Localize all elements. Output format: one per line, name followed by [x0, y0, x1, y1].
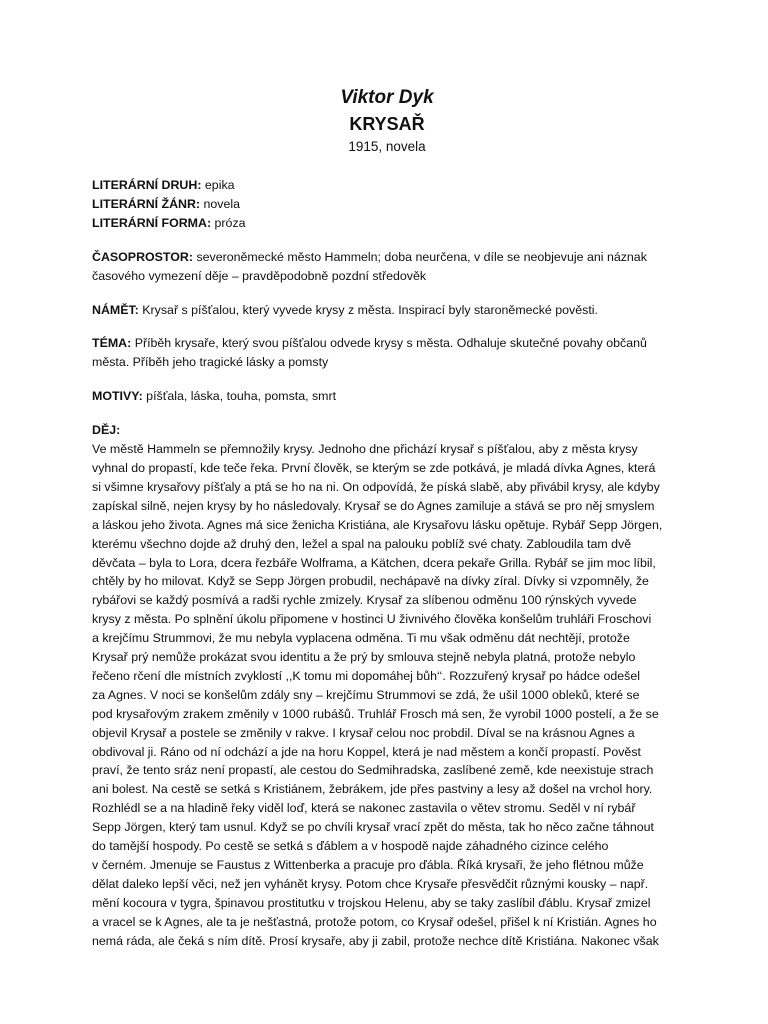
dej-line: Rozhlédl se a na hladině řeky viděl loď, která se nakonec zastavila o větev stromu. Seděl v ní rybář [92, 801, 636, 816]
dej-line: Ve městě Hammeln se přemnožily krysy. Jednoho dne přichází krysař s píšťalou, aby z města krysy [92, 442, 638, 457]
dej-line: si všimne krysařovy píšťaly a ptá se ho na ni. On odpovídá, že píská slabě, aby přivábil krysy, ale kdyby [92, 479, 660, 494]
dej-line: v černém. Jmenuje se Faustus z Wittenberka a pracuje pro ďábla. Říká krysaři, že jeho flétnou může [92, 858, 644, 872]
casoprostor-text-1: severoněmecké město Hammeln; doba neurčena, v díle se neobjevuje ani náznak [196, 249, 647, 264]
dej-line: Sepp Jörgen, který tam usnul. Když se po chvíli krysař vrací zpět do města, tak ho něco začne táhnout [92, 820, 654, 835]
dej-line: ani bolest. Na cestě se setká s Kristiánem, žebrákem, jde přes pastviny a lesy až došel na vrchol hory. [92, 782, 653, 797]
dej-line: krysy z města. Po splnění úkolu připomene v hostinci U živnivého člověka konšelům truhláři Froschovi [92, 612, 652, 627]
casoprostor-section [92, 248, 682, 286]
dej-line: praví, že tento sráz není propastí, ale cestou do Sedmihradska, zaslíbené země, kde neexistuje strach [92, 763, 654, 778]
tema-text-1: Příběh krysaře, který svou píšťalou odvede krysy s města. Odhaluje skutečné povahy občanů [134, 336, 647, 351]
dej-line: Krysař prý nemůže prokázat svou identitu a že prý by smlouva stejně nebyla platná, protože nebylo [92, 650, 636, 665]
namet-text: Krysař s píšťalou, který vyvede krysy z města. Inspirací byly staroněmecké pověsti. [142, 302, 598, 317]
book-subtitle: 1915, novela [348, 139, 426, 154]
zanr-line [92, 195, 682, 214]
namet-section [92, 301, 682, 320]
tema-line-1 [92, 334, 682, 353]
dej-line: dělat daleko lepší věci, než jen vyhánět krysy. Potom chce Krysaře přesvědčit různými kousky – např. [92, 876, 649, 891]
dej-line: mění kocoura v tygra, špinavou prostitutku v trojskou Helenu, aby se taky zaslíbil ďáblu. Krysař zmizel [92, 895, 651, 910]
tema-label: TÉMA: [92, 336, 132, 351]
tema-line-2: města. Příběh jeho tragické lásky a pomsty [92, 355, 329, 370]
casoprostor-label: ČASOPROSTOR: [92, 249, 193, 264]
casoprostor-line-2: časového vymezení děje – pravděpodobně pozdní středověk [92, 268, 427, 283]
literary-info [92, 176, 682, 233]
dej-line: řečeno rčení dle místních zvyklostí ,,K tomu mi dopomáhej bůh‘‘. Rozzuřený krysař po hádce odešel [92, 668, 640, 683]
book-title: KRYSAŘ [349, 114, 425, 134]
namet-line [92, 301, 682, 320]
dej-line: objevil Krysař a postele se změnily v rakve. I krysař celou noc probdil. Díval se na krásnou Agnes a [92, 725, 635, 740]
dej-line: obdivoval ji. Ráno od ní odchází a jde na horu Koppel, která je nad městem a končí propastí. Pověst [92, 744, 641, 759]
dej-line: vyhnal do propastí, kde teče řeka. První člověk, se kterým se zde potkává, je mladá dívka Agnes, která [92, 460, 656, 475]
document-header [92, 86, 682, 156]
dej-line: a vracel se k Agnes, ale ta je nešťastná, protože potom, co Krysař odešel, přišel k ní Kristián. Agnes ho [92, 914, 657, 929]
dej-line: a krejčímu Strummovi, že mu nebyla vyplacena odměna. Ti mu však odměnu dát nechtějí, protože [92, 631, 630, 646]
forma-value: próza [214, 215, 246, 230]
namet-label: NÁMĚT: [92, 302, 139, 317]
dej-line: děvčata – byla to Lora, dcera řezbáře Wolframa, a Kätchen, dcera pekaře Grilla. Rybář se jim moc líbil, [92, 555, 656, 570]
forma-label: LITERÁRNÍ FORMA: [92, 215, 212, 230]
dej-line: chtěly by ho milovat. Když se Sepp Jörgen probudil, nechápavě na dívky zíral. Dívky si vzpomněly, že [92, 574, 649, 589]
casoprostor-line-1 [92, 248, 682, 267]
dej-line: zapískal silně, nejen krysy by ho následovaly. Krysař se do Agnes zamiluje a stává se pro něj smyslem [92, 498, 655, 513]
tema-section [92, 334, 682, 372]
author-name: Viktor Dyk [340, 87, 434, 108]
dej-paragraph [92, 440, 682, 950]
zanr-value: novela [203, 196, 241, 211]
dej-line: kterému všechno dojde až druhý den, ležel a spal na palouku poblíž své chaty. Zabloudila tam dvě [92, 536, 632, 551]
dej-line: a láskou jeho života. Agnes má sice ženicha Kristiána, ale Krysařovu lásku opětuje. Rybář Sepp Jörgen, [92, 517, 663, 532]
druh-value: epika [204, 178, 235, 192]
dej-section [92, 421, 682, 950]
dej-line: nemá ráda, ale čeká s ním dítě. Prosí krysaře, aby ji zabil, protože nechce dítě Kristiána. Nakonec však [92, 933, 659, 948]
motivy-line [92, 387, 682, 406]
motivy-text: píšťala, láska, touha, pomsta, smrt [146, 389, 337, 404]
motivy-label: MOTIVY: [92, 389, 143, 404]
dej-line: rybářovi se každý posmívá a radši rychle zmizely. Krysař za slíbenou odměnu 100 rýnských vyvede [92, 593, 637, 608]
dej-line: za Agnes. V noci se konšelům zdály sny – krejčímu Strummovi se zdá, že ušil 1000 obleků, které se [92, 687, 640, 702]
dej-line: do tamější hospody. Po cestě se setká s ďáblem a v hospodě najde záhadného cizince celého [92, 839, 609, 854]
dej-line: pod krysařovým zrakem změnily v 1000 rubášů. Truhlář Frosch má sen, že vyrobil 1000 postelí, a že se [92, 706, 659, 721]
motivy-section [92, 387, 682, 406]
forma-line [92, 214, 682, 233]
zanr-label: LITERÁRNÍ ŽÁNR: [92, 196, 201, 211]
druh-line [92, 176, 682, 195]
druh-label: LITERÁRNÍ DRUH: [92, 178, 202, 192]
dej-label: DĚJ: [92, 423, 121, 438]
